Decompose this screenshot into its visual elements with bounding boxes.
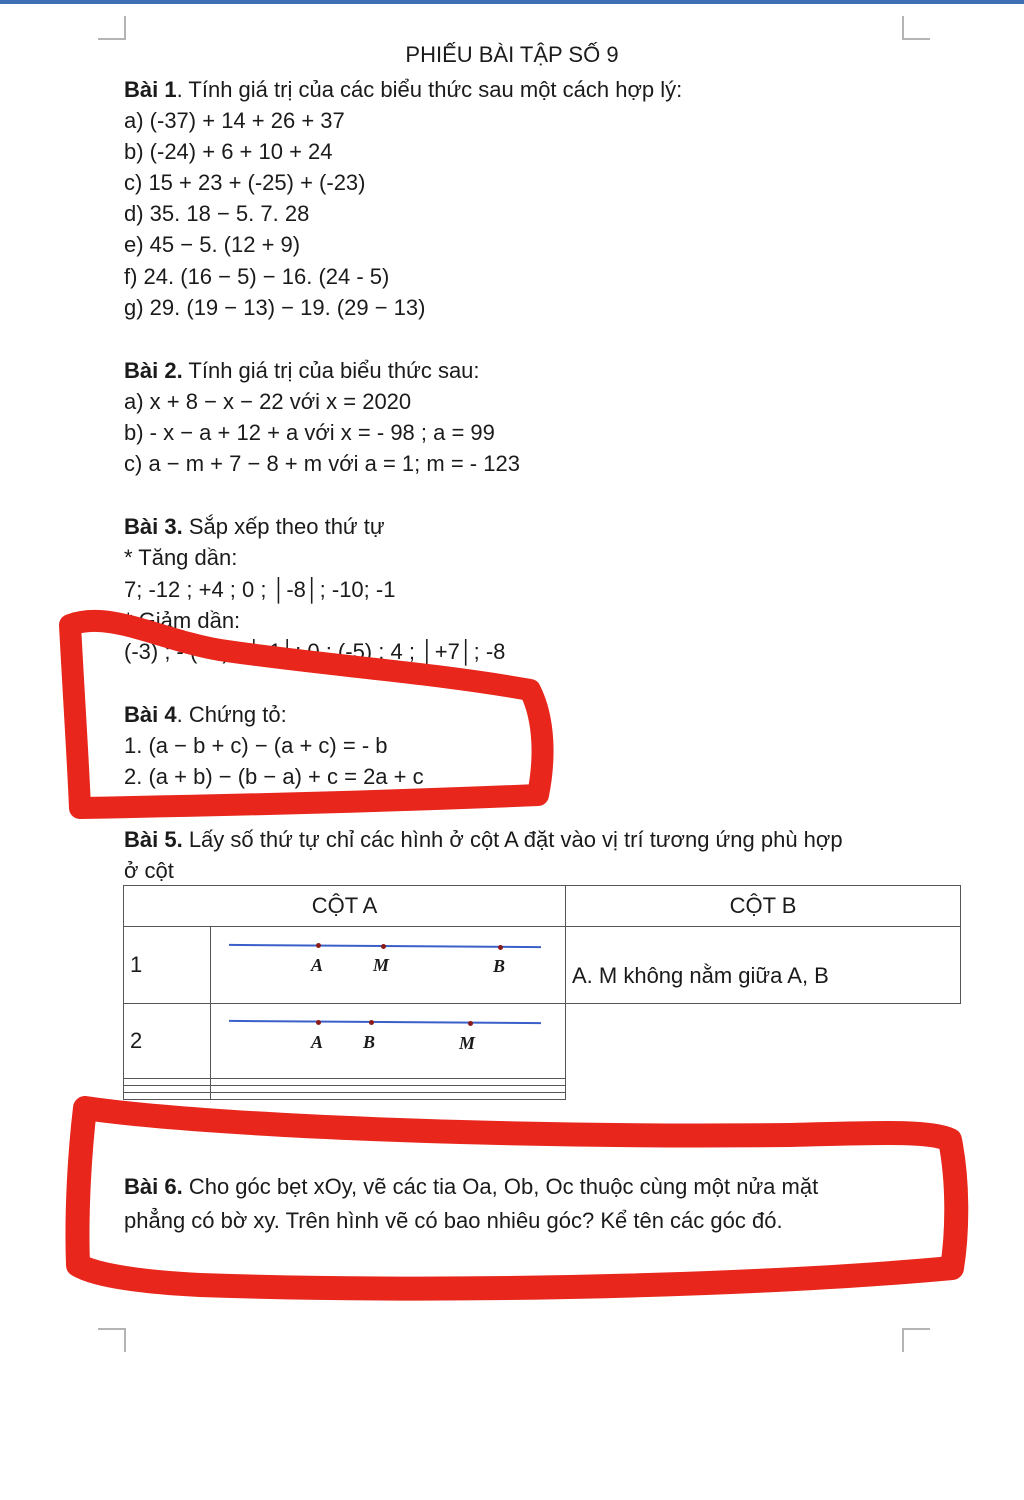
answer-cell: [566, 1004, 961, 1079]
point-label: M: [373, 955, 390, 975]
bai1-item: b) (-24) + 6 + 10 + 24: [124, 139, 333, 164]
bai4-label: Bài 4: [124, 702, 177, 727]
point-dot: [498, 945, 503, 950]
point-label: B: [363, 1032, 376, 1052]
row-number: 2: [124, 1004, 211, 1079]
point-label: A: [311, 955, 324, 975]
bai4-item: 1. (a − b + c) − (a + c) = - b: [124, 733, 388, 758]
bai1-item: d) 35. 18 − 5. 7. 28: [124, 201, 310, 226]
bai5-prompt-line2: ở cột: [124, 858, 174, 883]
bai2-item: c) a − m + 7 − 8 + m với a = 1; m = - 123: [124, 451, 520, 476]
bai2-item: a) x + 8 − x − 22 với x = 2020: [124, 389, 412, 414]
bai6-text: Cho góc bẹt xOy, vẽ các tia Oa, Ob, Oc thuộc cùng một nửa mặt: [182, 1174, 819, 1199]
bai1-item: c) 15 + 23 + (-25) + (-23): [124, 170, 366, 195]
point-label: M: [459, 1033, 476, 1053]
bai3-decreasing-values: (-3) ; - (+2) ; │-1│; 0 ; (-5) ; 4 ; │+7│; -8: [124, 639, 506, 664]
column-b-header: CỘT B: [566, 886, 961, 927]
bai1-item: f) 24. (16 − 5) − 16. (24 - 5): [124, 264, 390, 289]
bai1-heading: [124, 76, 682, 104]
point-label: A: [311, 1032, 324, 1052]
page-corner-mark: [98, 1328, 126, 1352]
figure-cell: [211, 1004, 566, 1079]
point-dot: [381, 944, 386, 949]
page-corner-mark: [902, 1328, 930, 1352]
bai3-label: Bài 3.: [124, 514, 183, 539]
bai4-prompt: . Chứng tỏ:: [176, 702, 287, 727]
bai3-heading: [124, 513, 385, 541]
bai5-label: Bài 5.: [124, 827, 183, 852]
line-segment: [229, 1020, 541, 1024]
bai3-prompt: Sắp xếp theo thứ tự: [182, 514, 385, 539]
answer-cell: A. M không nằm giữa A, B: [566, 927, 961, 1004]
figure-cell: [211, 927, 566, 1004]
bai3-increasing-label: * Tăng dần:: [124, 545, 238, 570]
column-a-header: CỘT A: [124, 886, 566, 927]
bai5-prompt: Lấy số thứ tự chỉ các hình ở cột A đặt vào vị trí tương ứng phù hợp: [182, 827, 843, 852]
bai2-item: b) - x − a + 12 + a với x = - 98 ; a = 99: [124, 420, 495, 445]
point-dot: [316, 943, 321, 948]
window-top-bar: [0, 0, 1024, 4]
row-number: 1: [124, 927, 211, 1004]
bai6-line1: [124, 1173, 818, 1201]
bai3-decreasing-label: * Giảm dần:: [124, 608, 241, 633]
bai6-line2: phẳng có bờ xy. Trên hình vẽ có bao nhiêu góc? Kể tên các góc đó.: [124, 1208, 783, 1233]
bai4-heading: [124, 701, 287, 729]
bai2-prompt: Tính giá trị của biểu thức sau:: [182, 358, 480, 383]
point-label: B: [493, 956, 506, 976]
bai1-item: a) (-37) + 14 + 26 + 37: [124, 108, 345, 133]
bai1-item: g) 29. (19 − 13) − 19. (29 − 13): [124, 295, 426, 320]
bai6-label: Bài 6.: [124, 1174, 183, 1199]
bai2-label: Bài 2.: [124, 358, 183, 383]
matching-table: [123, 885, 961, 1100]
page-corner-mark: [902, 16, 930, 40]
point-dot: [468, 1021, 473, 1026]
bai1-prompt: . Tính giá trị của các biểu thức sau một cách hợp lý:: [176, 77, 683, 102]
point-dot: [316, 1020, 321, 1025]
point-dot: [369, 1020, 374, 1025]
bai2-heading: [124, 357, 480, 385]
bai3-increasing-values: 7; -12 ; +4 ; 0 ; │-8│; -10; -1: [124, 577, 396, 602]
bai1-label: Bài 1: [124, 77, 177, 102]
page-title: PHIẾU BÀI TẬP SỐ 9: [405, 42, 619, 67]
bai4-item: 2. (a + b) − (b − a) + c = 2a + c: [124, 764, 424, 789]
bai5-heading: [124, 826, 843, 854]
bai1-item: e) 45 − 5. (12 + 9): [124, 232, 301, 257]
page-corner-mark: [98, 16, 126, 40]
